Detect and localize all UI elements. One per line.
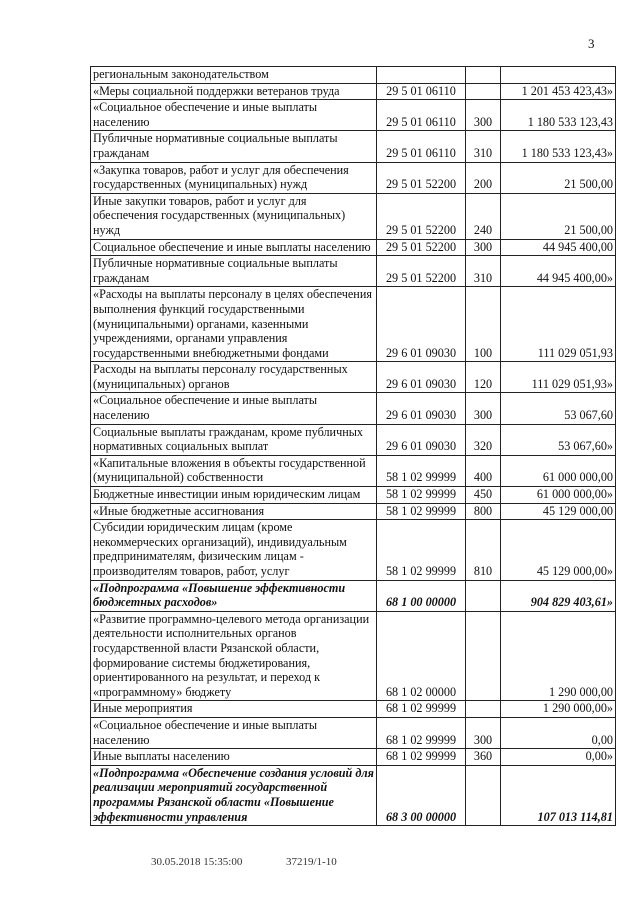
row-name-cell: Бюджетные инвестиции иным юридическим лицам xyxy=(91,487,377,504)
row-code-cell: 29 5 01 52200 xyxy=(377,193,466,239)
row-name-cell: Иные мероприятия xyxy=(91,701,377,718)
row-code-cell: 29 5 01 06110 xyxy=(377,131,466,162)
row-sum-cell: 0,00» xyxy=(501,749,616,766)
table-row xyxy=(91,520,616,580)
page-number: 3 xyxy=(588,36,595,51)
row-sum-cell: 21 500,00 xyxy=(501,162,616,193)
row-sum-cell: 45 129 000,00 xyxy=(501,503,616,520)
row-code-cell: 29 6 01 09030 xyxy=(377,393,466,424)
row-sum-cell: 44 945 400,00» xyxy=(501,256,616,287)
table-row xyxy=(91,749,616,766)
row-name-cell: «Социальное обеспечение и иные выплаты населению xyxy=(91,100,377,131)
row-name-cell: Публичные нормативные социальные выплаты гражданам xyxy=(91,131,377,162)
row-type-cell: 400 xyxy=(466,455,501,486)
row-code-cell: 29 5 01 06110 xyxy=(377,83,466,100)
table-row xyxy=(91,611,616,701)
row-sum-cell: 1 290 000,00 xyxy=(501,611,616,701)
row-type-cell xyxy=(466,83,501,100)
table-row xyxy=(91,765,616,825)
row-code-cell: 29 6 01 09030 xyxy=(377,362,466,393)
row-name-cell: «Социальное обеспечение и иные выплаты населению xyxy=(91,393,377,424)
row-type-cell xyxy=(466,765,501,825)
table-row xyxy=(91,701,616,718)
row-name-cell: «Развитие программно-целевого метода организации деятельности исполнительных органов государственной власти Рязанской области, формирование системы бюджетирования, ориентированного на результат, и переход к «программному» бюджету xyxy=(91,611,377,701)
row-sum-cell: 111 029 051,93» xyxy=(501,362,616,393)
footer-doc-number: 37219/1-10 xyxy=(286,856,337,868)
row-code-cell: 68 1 00 00000 xyxy=(377,580,466,611)
row-sum-cell: 61 000 000,00 xyxy=(501,455,616,486)
budget-table xyxy=(90,66,616,826)
table-row xyxy=(91,362,616,393)
row-sum-cell: 1 180 533 123,43 xyxy=(501,100,616,131)
table-row xyxy=(91,67,616,84)
row-name-cell: региональным законодательством xyxy=(91,67,377,84)
row-type-cell: 800 xyxy=(466,503,501,520)
row-sum-cell: 0,00 xyxy=(501,717,616,748)
row-sum-cell: 107 013 114,81 xyxy=(501,765,616,825)
table-row xyxy=(91,503,616,520)
row-code-cell: 29 5 01 06110 xyxy=(377,100,466,131)
row-type-cell: 320 xyxy=(466,424,501,455)
table-row xyxy=(91,239,616,256)
row-name-cell: «Расходы на выплаты персоналу в целях обеспечения выполнения функций государственными (муниципальными) органами, казенными учреждениями, органами управления государственными внебюджетными фондами xyxy=(91,287,377,362)
row-name-cell: «Меры социальной поддержки ветеранов труда xyxy=(91,83,377,100)
row-type-cell: 300 xyxy=(466,239,501,256)
row-type-cell: 810 xyxy=(466,520,501,580)
row-type-cell: 450 xyxy=(466,487,501,504)
table-row xyxy=(91,424,616,455)
row-name-cell: «Подпрограмма «Повышение эффективности бюджетных расходов» xyxy=(91,580,377,611)
row-code-cell xyxy=(377,67,466,84)
table-row xyxy=(91,256,616,287)
row-name-cell: Расходы на выплаты персоналу государственных (муниципальных) органов xyxy=(91,362,377,393)
row-type-cell: 200 xyxy=(466,162,501,193)
row-code-cell: 58 1 02 99999 xyxy=(377,520,466,580)
row-code-cell: 29 5 01 52200 xyxy=(377,239,466,256)
row-code-cell: 68 1 02 00000 xyxy=(377,611,466,701)
row-code-cell: 29 6 01 09030 xyxy=(377,287,466,362)
row-code-cell: 29 5 01 52200 xyxy=(377,162,466,193)
row-code-cell: 58 1 02 99999 xyxy=(377,503,466,520)
row-name-cell: Субсидии юридическим лицам (кроме некоммерческих организаций), индивидуальным предпринимателям, физическим лицам - производителям товаров, работ, услуг xyxy=(91,520,377,580)
row-type-cell: 310 xyxy=(466,256,501,287)
row-code-cell: 58 1 02 99999 xyxy=(377,487,466,504)
row-code-cell: 68 1 02 99999 xyxy=(377,717,466,748)
row-sum-cell xyxy=(501,67,616,84)
row-sum-cell: 44 945 400,00 xyxy=(501,239,616,256)
row-name-cell: «Закупка товаров, работ и услуг для обеспечения государственных (муниципальных) нужд xyxy=(91,162,377,193)
row-type-cell: 240 xyxy=(466,193,501,239)
row-name-cell: Социальные выплаты гражданам, кроме публичных нормативных социальных выплат xyxy=(91,424,377,455)
row-sum-cell: 1 290 000,00» xyxy=(501,701,616,718)
table-row xyxy=(91,83,616,100)
table-row xyxy=(91,162,616,193)
row-name-cell: Публичные нормативные социальные выплаты гражданам xyxy=(91,256,377,287)
row-sum-cell: 111 029 051,93 xyxy=(501,287,616,362)
row-name-cell: «Иные бюджетные ассигнования xyxy=(91,503,377,520)
row-sum-cell: 53 067,60 xyxy=(501,393,616,424)
row-code-cell: 29 5 01 52200 xyxy=(377,256,466,287)
row-sum-cell: 904 829 403,61» xyxy=(501,580,616,611)
table-row xyxy=(91,487,616,504)
footer-date: 30.05.2018 15:35:00 xyxy=(151,856,243,868)
row-name-cell: Социальное обеспечение и иные выплаты населению xyxy=(91,239,377,256)
row-type-cell: 360 xyxy=(466,749,501,766)
row-code-cell: 68 1 02 99999 xyxy=(377,701,466,718)
row-type-cell: 310 xyxy=(466,131,501,162)
row-name-cell: «Социальное обеспечение и иные выплаты населению xyxy=(91,717,377,748)
row-name-cell: Иные выплаты населению xyxy=(91,749,377,766)
row-code-cell: 68 3 00 00000 xyxy=(377,765,466,825)
table-row xyxy=(91,100,616,131)
row-sum-cell: 53 067,60» xyxy=(501,424,616,455)
row-type-cell: 120 xyxy=(466,362,501,393)
row-type-cell xyxy=(466,611,501,701)
row-type-cell: 300 xyxy=(466,717,501,748)
row-code-cell: 58 1 02 99999 xyxy=(377,455,466,486)
row-type-cell: 100 xyxy=(466,287,501,362)
row-name-cell: «Капитальные вложения в объекты государственной (муниципальной) собственности xyxy=(91,455,377,486)
table-row xyxy=(91,131,616,162)
row-name-cell: Иные закупки товаров, работ и услуг для обеспечения государственных (муниципальных) нужд xyxy=(91,193,377,239)
row-type-cell xyxy=(466,701,501,718)
row-sum-cell: 61 000 000,00» xyxy=(501,487,616,504)
table-row xyxy=(91,193,616,239)
row-type-cell: 300 xyxy=(466,100,501,131)
row-sum-cell: 1 201 453 423,43» xyxy=(501,83,616,100)
row-code-cell: 68 1 02 99999 xyxy=(377,749,466,766)
row-type-cell xyxy=(466,67,501,84)
row-name-cell: «Подпрограмма «Обеспечение создания условий для реализации мероприятий государственной программы Рязанской области «Повышение эффективности управления xyxy=(91,765,377,825)
table-row xyxy=(91,580,616,611)
table-row xyxy=(91,455,616,486)
row-sum-cell: 45 129 000,00» xyxy=(501,520,616,580)
row-sum-cell: 21 500,00 xyxy=(501,193,616,239)
table-row xyxy=(91,393,616,424)
table-row xyxy=(91,287,616,362)
row-type-cell: 300 xyxy=(466,393,501,424)
row-code-cell: 29 6 01 09030 xyxy=(377,424,466,455)
table-row xyxy=(91,717,616,748)
row-sum-cell: 1 180 533 123,43» xyxy=(501,131,616,162)
row-type-cell xyxy=(466,580,501,611)
